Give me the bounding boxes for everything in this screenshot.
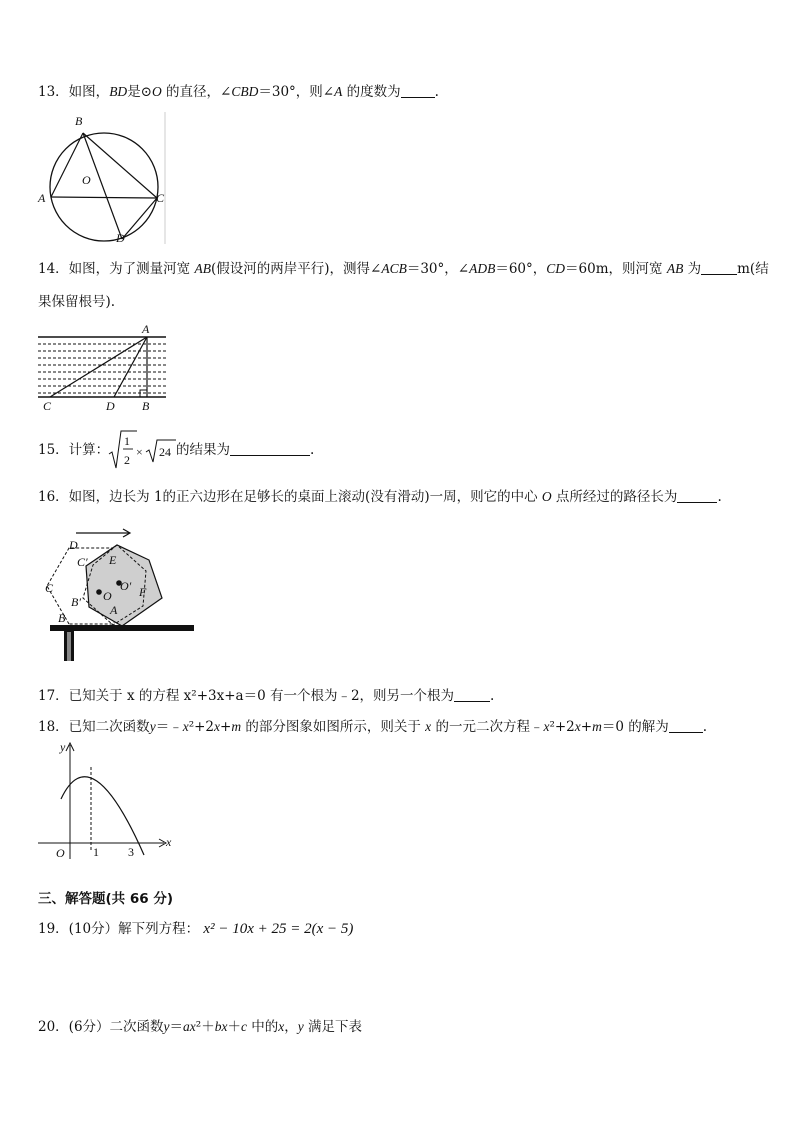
question-13 [38,82,439,102]
fig16-label-c-prime: C′ [77,555,88,569]
q13-text: 13．如图， [38,84,110,100]
q18-var: m [231,719,242,734]
q13-text: . [434,84,439,100]
fig16-label-e: E [109,553,117,567]
question-18 [38,717,707,737]
q17-text: 17．已知关于 x 的方程 x²+3x+a＝0 有一个根为﹣2，则另一个根为 [38,688,455,704]
question-15-tail [176,440,314,460]
q14-text: ＝60°， [495,261,547,277]
q18-text: . [702,719,708,735]
q13-text: ＝30°，则∠ [258,84,335,100]
q14-var: CD [546,261,566,276]
q18-var: m [592,719,602,734]
fig16-label-b-prime: B′ [71,595,81,609]
q18-var: x [543,719,550,734]
q18-var: x [425,719,432,734]
q15-denominator: 2 [124,453,130,467]
fig16-label-f: F [139,585,147,599]
fig13-label-c: C [156,191,165,205]
q14-var: ACB [381,261,407,276]
q14-var: AB [666,261,684,276]
question-15 [38,440,109,460]
q18-text: + [580,719,593,735]
fig13-label-d: D [116,231,125,244]
figure-14-river [34,320,174,414]
q14-text: 果保留根号). [38,294,116,310]
q20-var: x [278,1019,285,1034]
q20-var: c [240,1019,247,1034]
q18-text: ＝﹣ [155,719,183,735]
q18-text: 的一元二次方程﹣ [431,719,544,735]
figure-13-circle [36,112,166,244]
q14-text: 为 [683,261,702,277]
q14-text: (假设河的两岸平行)，测得∠ [210,261,382,277]
q16-text: 点所经过的路径长为 [551,489,678,505]
fig18-axis-x-label: x [166,835,172,849]
answer-blank [230,441,310,456]
q20-var: y [163,1019,170,1034]
fig18-origin-label: O [56,846,65,860]
q20-var: ax [183,1019,196,1034]
q14-var: ADB [469,261,496,276]
q19-equation: x² − 10x + 25 = 2(x − 5) [203,921,354,937]
q20-text: ＝ [169,1019,184,1035]
q16-var: O [541,489,552,504]
q14-text: ＝60m，则河宽 [565,261,667,277]
fig16-label-o: O [103,589,112,603]
question-14-line2 [38,292,115,312]
q14-text: 14．如图，为了测量河宽 [38,261,195,277]
fig16-label-o-prime: O′ [120,579,132,593]
fig18-tick-3: 3 [128,845,134,859]
fig16-label-c: C [45,581,54,595]
fig16-label-b: B [58,611,66,625]
q14-var: AB [194,261,211,276]
fig13-label-o: O [82,173,91,187]
q13-var: O [152,84,162,99]
q18-text: 的部分图象如图所示，则关于 [241,719,426,735]
q13-var: BD [109,84,128,99]
question-19 [38,919,353,939]
q16-text: 16．如图，边长为 1的正六边形在足够长的桌面上滚动(没有滑动)一周，则它的中心 [38,489,542,505]
q18-var: x [182,719,189,734]
answer-blank [701,260,737,275]
question-17 [38,686,494,706]
section-heading: 三、解答题(共 66 分) [38,891,174,907]
fig13-label-a: A [38,191,46,205]
q20-text: ， [284,1019,298,1035]
question-16 [38,487,722,507]
fig18-tick-1: 1 [93,845,99,859]
q20-text: 20．(6分）二次函数 [38,1019,164,1035]
fig13-label-b: B [75,114,83,128]
q15-radicand: 24 [159,445,171,459]
question-14 [38,259,769,279]
q15-text: 15．计算： [38,442,110,458]
question-20 [38,1017,362,1037]
fig16-label-a: A [110,603,118,617]
q13-text: 的度数为 [342,84,401,100]
q20-var: bx [214,1019,228,1034]
q18-text: 18．已知二次函数 [38,719,150,735]
q18-var: x [214,719,220,734]
q20-text: ＋ [227,1019,241,1035]
q20-var: y [297,1019,304,1034]
q13-text: 的直径，∠ [161,84,232,100]
q13-text: 是⊙ [127,84,152,100]
answer-blank [401,83,435,98]
fig18-axis-y-label: y [60,740,66,754]
q18-var: y [149,719,156,734]
q18-text: ＝0 的解为 [601,719,669,735]
q19-text: 19．(10分）解下列方程： [38,921,200,937]
q18-text: ²+2 [549,719,575,735]
q18-var: x [574,719,581,734]
q15-expression [108,428,178,472]
q15-numerator: 1 [124,434,130,448]
figure-18-parabola [36,737,178,865]
q20-text: 满足下表 [303,1019,363,1035]
q20-text: 中的 [246,1019,279,1035]
fig14-label-b: B [142,399,150,413]
q13-var: A [334,84,343,99]
q13-var: CBD [231,84,259,99]
answer-blank [669,718,703,733]
fig14-label-d: D [106,399,115,413]
fig14-label-c: C [43,399,52,413]
q15-text: 的结果为 [176,442,230,458]
fig16-label-d: D [69,538,78,552]
q16-text: . [717,489,722,505]
answer-blank [677,488,717,503]
q18-text: ²+2 [188,719,214,735]
q14-text: m(结 [737,261,769,277]
q20-text: ²＋ [195,1019,215,1035]
q17-text: . [490,688,495,704]
answer-blank [454,687,490,702]
q15-times: × [136,445,143,459]
q18-text: + [220,719,232,735]
q14-text: ＝30°，∠ [406,261,470,277]
fig14-label-a: A [142,322,150,336]
figure-16-hexagon [40,528,200,662]
q15-text: . [310,442,315,458]
